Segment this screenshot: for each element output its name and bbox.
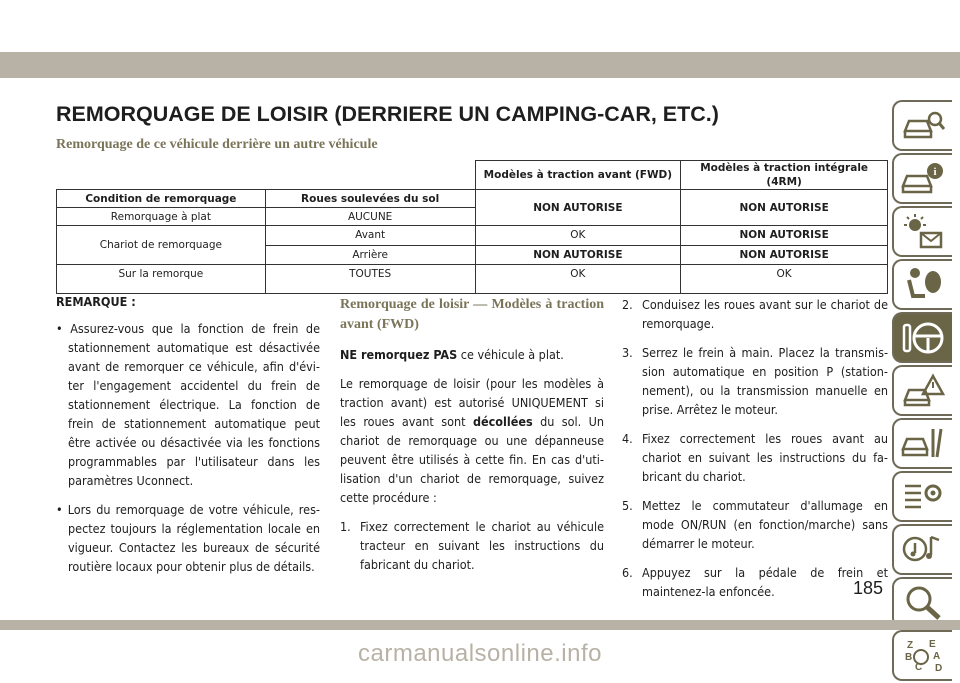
svg-text:B: B xyxy=(905,651,913,663)
table-cell: OK xyxy=(681,265,888,294)
towing-table xyxy=(56,160,888,294)
table-cell: Arrière xyxy=(265,245,475,265)
tab-car-info[interactable] xyxy=(892,153,952,204)
table-cell: Remorquage à plat xyxy=(57,208,266,226)
airbag-seat-icon xyxy=(901,266,945,304)
step-text: Fixez correctement le chariot au véhicule tracteur en suivant les instructions du fabricant du chariot. xyxy=(360,519,604,572)
warning-paragraph xyxy=(340,345,604,364)
intro-text-a: Le remorquage de loisir (pour les modèles à traction avant) est autorisé UNIQUEMENT si les roues avant sont xyxy=(340,376,604,429)
header-condition: Condition de remorquage xyxy=(57,190,266,208)
column-3 xyxy=(622,295,888,611)
intro-bold: décollées xyxy=(472,414,533,429)
car-search-icon xyxy=(901,107,945,145)
step-number: 3. xyxy=(622,345,633,360)
tab-tools[interactable] xyxy=(892,418,952,469)
tab-car-search[interactable] xyxy=(892,100,952,151)
warning-triangle-icon xyxy=(901,372,945,410)
svg-text:Z: Z xyxy=(907,639,914,651)
page-number: 185 xyxy=(853,578,884,598)
step-number: 4. xyxy=(622,431,633,446)
table-header-row xyxy=(57,161,888,190)
fwd-heading: Remorquage de loisir — Modèles à traction avant (FWD) xyxy=(340,297,604,332)
warning-text: ce véhicule à plat. xyxy=(457,347,564,362)
subsection-title: Remorquage de ce véhicule derrière un autre véhicule xyxy=(56,137,378,152)
tab-settings-list[interactable] xyxy=(892,471,952,522)
step-number: 6. xyxy=(622,565,633,580)
step-text: Appuyez sur la pédale de frein et maintenez-la enfoncée. xyxy=(642,565,888,599)
car-tools-icon xyxy=(901,425,945,463)
step-1 xyxy=(340,517,604,574)
bullet-regulations: • Lors du remorquage de votre véhicule, res-pectez toujours la réglementation locale en vigueur. Contactez les bureaux de sécurité routière locaux pour obtenir plus de détails. xyxy=(56,502,320,574)
svg-text:D: D xyxy=(935,662,943,674)
table-cell: Avant xyxy=(265,226,475,246)
step-number: 1. xyxy=(340,519,351,534)
step-text: Serrez le frein à main. Placez la transmis-sion automatique en position P (station-nement), ou la transmission manuelle en prise. Arrêtez le moteur. xyxy=(642,345,888,417)
table-cell: OK xyxy=(475,265,681,294)
chapter-tabs xyxy=(892,100,960,683)
table-row xyxy=(57,190,888,208)
warning-bold: NE remorquez PAS xyxy=(340,347,458,362)
column-2 xyxy=(340,295,604,584)
intro-text-b: du sol. Un chariot de remorquage ou une dépanneuse peuvent être utilisés à cette fin. En cas d'uti-lisation d'un chariot de remorquage, suivez cette procédure : xyxy=(340,414,604,505)
table-row xyxy=(57,226,888,246)
step-6 xyxy=(622,563,888,601)
table-cell: NON AUTORISE xyxy=(681,245,888,265)
table-cell: OK xyxy=(475,226,681,246)
header-fwd: Modèles à traction avant (FWD) xyxy=(475,161,681,190)
column-1 xyxy=(56,292,320,586)
table-cell: NON AUTORISE xyxy=(475,190,681,226)
table-cell: NON AUTORISE xyxy=(475,245,681,265)
top-band-gap xyxy=(0,78,960,86)
dashboard-lights-icon xyxy=(901,213,945,251)
table-cell: Chariot de remorquage xyxy=(57,226,266,265)
steering-wheel-icon xyxy=(901,319,945,357)
step-4 xyxy=(622,429,888,486)
header-4rm: Modèles à traction intégrale (4RM) xyxy=(681,161,888,190)
header-wheels: Roues soulevées du sol xyxy=(265,190,475,208)
table-cell: TOUTES xyxy=(265,265,475,294)
bullet-parking-brake: • Assurez-vous que la fonction de frein de stationnement automatique est désactivée avant de remorquer ce véhicule, afin d'évi-ter l'engagement accidentel du frein de stationnement électrique. La fonction de frein de stationnement automatique peut être activée ou désactivée via les fonctions programmables par l'utilisateur dans les paramètres Uconnect. xyxy=(56,321,320,488)
tab-multimedia[interactable] xyxy=(892,524,952,575)
tab-dashboard-lights[interactable] xyxy=(892,206,952,257)
table-empty-cell xyxy=(265,161,475,190)
step-text: Mettez le commutateur d'allumage en mode ON/RUN (en fonction/marche) sans démarrer le moteur. xyxy=(642,498,888,551)
step-5 xyxy=(622,496,888,553)
tab-warning[interactable] xyxy=(892,365,952,416)
watermark: carmanualsonline.info xyxy=(358,640,602,667)
section-title: REMORQUAGE DE LOISIR (DERRIERE UN CAMPING-CAR, ETC.) xyxy=(56,102,719,126)
tab-airbag[interactable] xyxy=(892,259,952,310)
svg-text:C: C xyxy=(915,661,923,673)
table-cell: NON AUTORISE xyxy=(681,226,888,246)
car-info-icon xyxy=(901,160,945,198)
table-empty-cell xyxy=(57,161,266,190)
tab-steering-wheel[interactable] xyxy=(892,312,952,363)
step-text: Fixez correctement les roues avant au chariot en suivant les instructions du fa-bricant du chariot. xyxy=(642,431,888,484)
svg-text:i: i xyxy=(933,165,937,178)
table-cell: NON AUTORISE xyxy=(681,190,888,226)
svg-text:A: A xyxy=(933,650,941,662)
top-band xyxy=(0,52,960,78)
step-number: 5. xyxy=(622,498,633,513)
step-2 xyxy=(622,295,888,333)
settings-list-icon xyxy=(901,478,945,516)
svg-text:E: E xyxy=(929,638,936,650)
table-row xyxy=(57,265,888,294)
intro-paragraph xyxy=(340,374,604,507)
bottom-band xyxy=(0,620,960,630)
multimedia-icon xyxy=(901,531,945,569)
step-text: Conduisez les roues avant sur le chariot de remorquage. xyxy=(642,297,888,331)
step-3 xyxy=(622,343,888,419)
table-cell: AUCUNE xyxy=(265,208,475,226)
magnifier-icon xyxy=(901,584,945,622)
step-number: 2. xyxy=(622,297,633,312)
table-cell: Sur la remorque xyxy=(57,265,266,294)
remark-label: REMARQUE : xyxy=(56,294,136,309)
